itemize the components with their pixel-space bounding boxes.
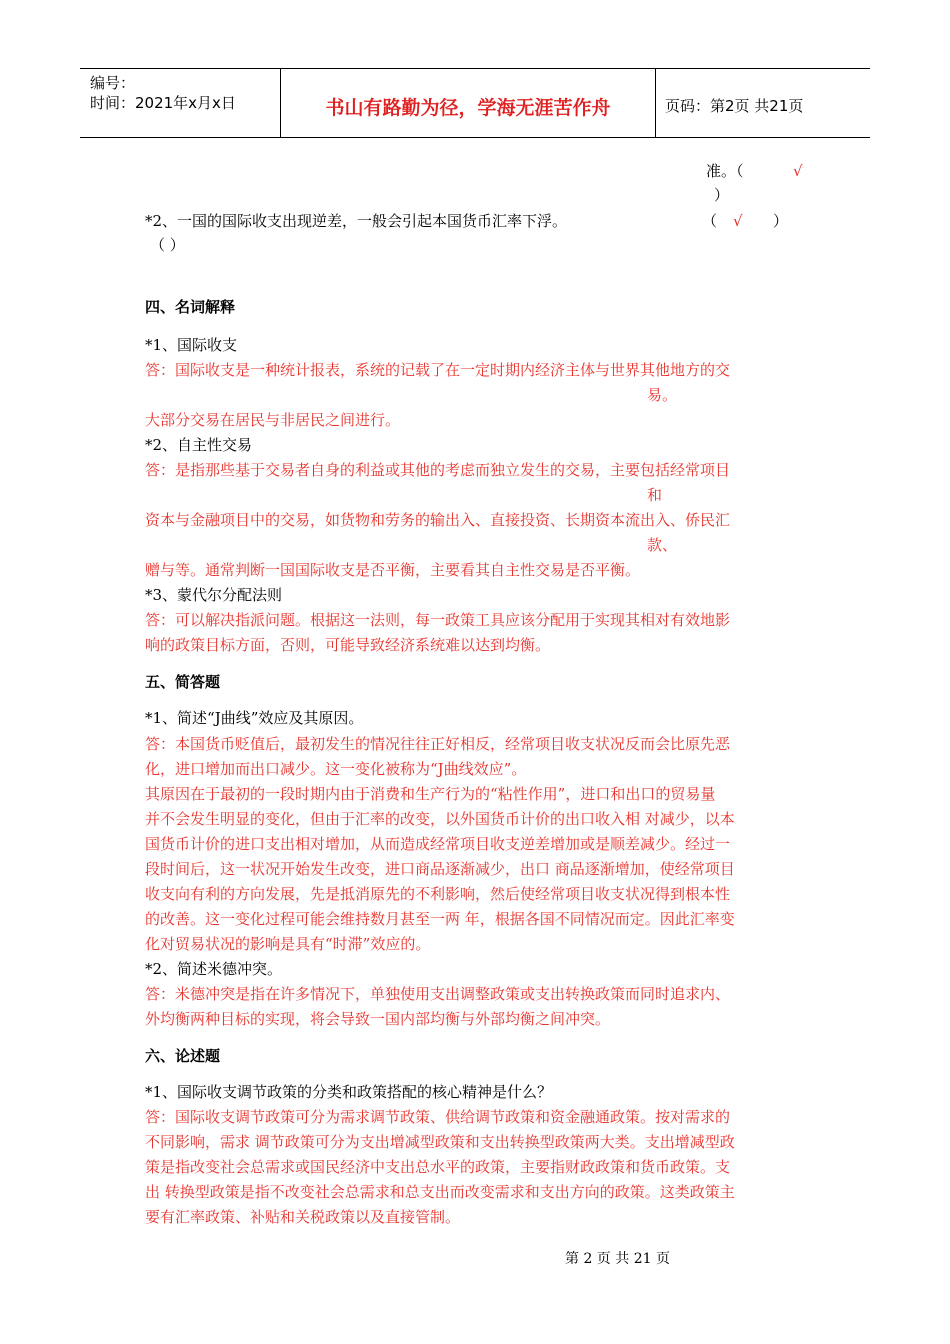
answer-line: 响的政策目标方面，否则，可能导致经济系统难以达到均衡。 <box>145 636 551 654</box>
answer-line: 化，进口增加而出口减少。这一变化被称为“J曲线效应”。 <box>145 760 527 778</box>
answer-line: 要有汇率政策、补贴和关税政策以及直接管制。 <box>145 1208 461 1226</box>
question: *1、简述“J曲线”效应及其原因。 <box>145 709 364 727</box>
answer-line: 和 <box>647 486 663 504</box>
question: *2、简述米德冲突。 <box>145 960 283 978</box>
doc-date: 时间：2021年x月x日 <box>90 94 236 112</box>
answer-line: 外均衡两种目标的实现，将会导致一国内部均衡与外部均衡之间冲突。 <box>145 1010 611 1028</box>
doc-number-label: 编号： <box>90 74 136 92</box>
page-footer: 第 2 页 共 21 页 <box>565 1251 670 1267</box>
answer-line: 出 转换型政策是指不改变社会总需求和总支出而改变需求和支出方向的政策。这类政策主 <box>145 1183 735 1201</box>
answer-line: 答：本国货币贬值后，最初发生的情况往往正好相反，经常项目收支状况反而会比原先恶 <box>145 735 731 753</box>
answer-line: 其原因在于最初的一段时期内由于消费和生产行为的“粘性作用”，进口和出口的贸易量 <box>145 785 716 803</box>
answer-line: 并不会发生明显的变化，但由于汇率的改变，以外国货币计价的出口收入相 对减少，以本 <box>145 810 735 828</box>
answer-line: 大部分交易在居民与非居民之间进行。 <box>145 411 401 429</box>
answer-line: 答：可以解决指派问题。根据这一法则，每一政策工具应该分配用于实现其相对有效地影 <box>145 611 731 629</box>
answer-line: 答：国际收支调节政策可分为需求调节政策、供给调节政策和资金融通政策。按对需求的 <box>145 1108 731 1126</box>
answer-line: 的改善。这一变化过程可能会维持数月甚至一两 年，根据各国不同情况而定。因此汇率变 <box>145 910 735 928</box>
header-page-info: 页码：第2页 共21页 <box>665 97 804 115</box>
tf-q2-answer-mark: √ <box>733 212 743 230</box>
answer-line: 段时间后，这一状况开始发生改变，进口商品逐渐减少，出口 商品逐渐增加，使经常项目 <box>145 860 735 878</box>
section-title: 六、论述题 <box>145 1047 221 1065</box>
tf-q2-open: （ <box>702 212 718 230</box>
answer-line: 款、 <box>647 536 678 554</box>
answer-line: 收支向有利的方向发展，先是抵消原先的不利影响，然后使经常项目收支状况得到根本性 <box>145 885 731 903</box>
page-header <box>80 68 870 138</box>
header-divider <box>655 69 656 137</box>
tf-q1-tail: 准。（ <box>706 162 744 180</box>
answer-line: 化对贸易状况的影响是具有“时滞”效应的。 <box>145 935 431 953</box>
answer-line: 策是指改变社会总需求或国民经济中支出总水平的政策，主要指财政政策和货币政策。支 <box>145 1158 731 1176</box>
tf-q1-answer-mark: √ <box>793 162 803 180</box>
header-meta <box>90 73 280 113</box>
header-divider <box>280 69 281 137</box>
answer-line: 答：是指那些基于交易者自身的利益或其他的考虑而独立发生的交易，主要包括经常项目 <box>145 461 731 479</box>
tf-q2-blank: （ ） <box>150 236 185 254</box>
answer-line: 答：米德冲突是指在许多情况下，单独使用支出调整政策或支出转换政策而同时追求内、 <box>145 985 731 1003</box>
question: *2、自主性交易 <box>145 436 253 454</box>
tf-q2-close: ） <box>773 212 789 230</box>
answer-line: 赠与等。通常判断一国国际收支是否平衡，主要看其自主性交易是否平衡。 <box>145 561 641 579</box>
answer-line: 易。 <box>647 386 678 404</box>
question: *1、国际收支 <box>145 336 238 354</box>
answer-line: 答：国际收支是一种统计报表，系统的记载了在一定时期内经济主体与世界其他地方的交 <box>145 361 731 379</box>
answer-line: 国货币计价的进口支出相对增加，从而造成经常项目收支逆差增加或是顺差减少。经过一 <box>145 835 731 853</box>
section-title: 四、名词解释 <box>145 298 236 316</box>
question: *3、蒙代尔分配法则 <box>145 586 283 604</box>
tf-q2-text: *2、一国的国际收支出现逆差，一般会引起本国货币汇率下浮。 <box>145 212 568 230</box>
answer-line: 不同影响，需求 调节政策可分为支出增减型政策和支出转换型政策两大类。支出增减型政 <box>145 1133 735 1151</box>
section-title: 五、简答题 <box>145 673 221 691</box>
answer-line: 资本与金融项目中的交易，如货物和劳务的输出入、直接投资、长期资本流出入、侨民汇 <box>145 511 731 529</box>
question: *1、国际收支调节政策的分类和政策搭配的核心精神是什么？ <box>145 1083 553 1101</box>
header-motto: 书山有路勤为径，学海无涯苦作舟 <box>325 97 611 119</box>
tf-q1-close: ） <box>714 186 730 204</box>
